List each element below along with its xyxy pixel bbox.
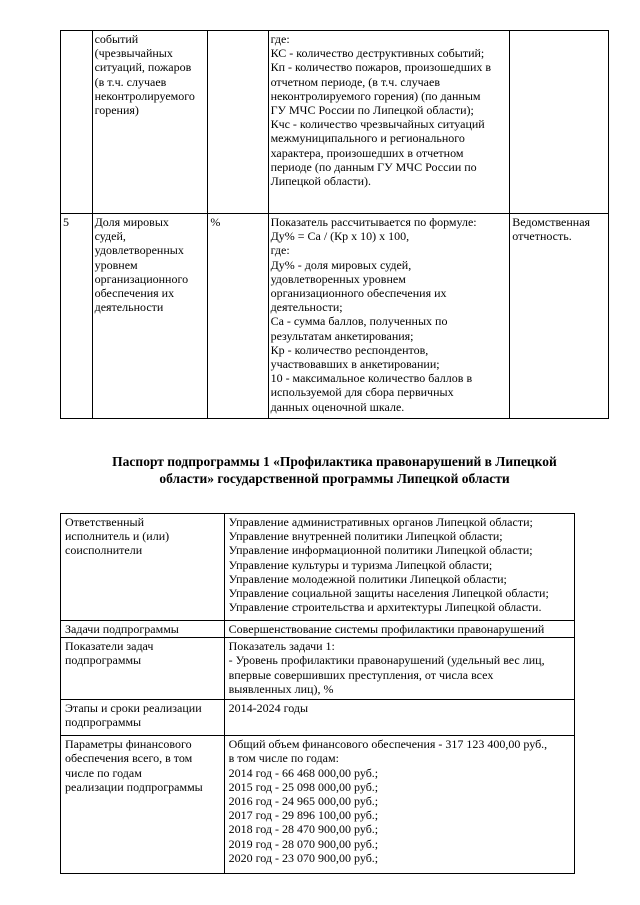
table-row: [61, 700, 575, 736]
indicator-name-cell: событий (чрезвычайных ситуаций, пожаров (в т.ч. случаев неконтролируемого горения): [92, 31, 208, 214]
table-row: [61, 736, 575, 874]
source-cell: [510, 31, 609, 214]
passport-label-cell: Параметры финансового обеспечения всего, в том числе по годам реализации подпрограммы: [61, 736, 225, 874]
calculation-cell: где: КС - количество деструктивных событий; Кп - количество пожаров, произошедших в отчетном периоде, (в т.ч. случаев неконтролируемого горения) (по данным ГУ МЧС России по Липецкой области); Кчс - количество чрезвычайных ситуаций межмуниципального и регионального характера, произошедших в отчетном периоде (по данным ГУ МЧС России по Липецкой области).: [268, 31, 510, 214]
indicators-table: [60, 30, 609, 419]
passport-label-cell: Показатели задач подпрограммы: [61, 638, 225, 700]
indicator-name-cell: Доля мировых судей, удовлетворенных уровнем организационного обеспечения их деятельности: [92, 214, 208, 419]
passport-value-cell: 2014-2024 годы: [224, 700, 574, 736]
source-cell: Ведомственная отчетность.: [510, 214, 609, 419]
table-row: [61, 514, 575, 621]
row-number-cell: 5: [61, 214, 93, 419]
subprogram-passport-heading: Паспорт подпрограммы 1 «Профилактика правонарушений в Липецкой области» государственной программы Липецкой области: [112, 454, 557, 486]
table-row: [61, 31, 609, 214]
passport-value-cell: Совершенствование системы профилактики правонарушений: [224, 621, 574, 638]
passport-value-cell: Управление административных органов Липецкой области; Управление внутренней политики Липецкой области; Управление информационной политики Липецкой области; Управление культуры и туризма Липецкой области; Управление молодежной политики Липецкой области; Управление социальной защиты населения Липецкой области; Управление строительства и архитектуры Липецкой области.: [224, 514, 574, 621]
table-row: [61, 638, 575, 700]
passport-label-cell: Ответственный исполнитель и (или) соисполнители: [61, 514, 225, 621]
row-number-cell: [61, 31, 93, 214]
passport-value-cell: Общий объем финансового обеспечения - 317 123 400,00 руб., в том числе по годам: 2014 год - 66 468 000,00 руб.; 2015 год - 25 098 000,00 руб.; 2016 год - 24 965 000,00 руб.; 2017 год - 29 896 100,00 руб.; 2018 год - 28 470 900,00 руб.; 2019 год - 28 070 900,00 руб.; 2020 год - 23 070 900,00 руб.;: [224, 736, 574, 874]
unit-cell: %: [208, 214, 268, 419]
passport-value-cell: Показатель задачи 1: - Уровень профилактики правонарушений (удельный вес лиц, впервые совершивших преступления, от числа всех выявленных лиц), %: [224, 638, 574, 700]
unit-cell: [208, 31, 268, 214]
calculation-cell: Показатель рассчитывается по формуле: Ду% = Са / (Кр х 10) х 100, где: Ду% - доля мировых судей, удовлетворенных уровнем организационного обеспечения их деятельности; Са - сумма баллов, полученных по результатам анкетирования; Кр - количество респондентов, участвовавших в анкетировании; 10 - максимальное количество баллов в используемой для сбора первичных данных оценочной шкале.: [268, 214, 510, 419]
passport-table: [60, 513, 575, 874]
passport-label-cell: Этапы и сроки реализации подпрограммы: [61, 700, 225, 736]
table-row: [61, 621, 575, 638]
table-row: [61, 214, 609, 419]
passport-label-cell: Задачи подпрограммы: [61, 621, 225, 638]
